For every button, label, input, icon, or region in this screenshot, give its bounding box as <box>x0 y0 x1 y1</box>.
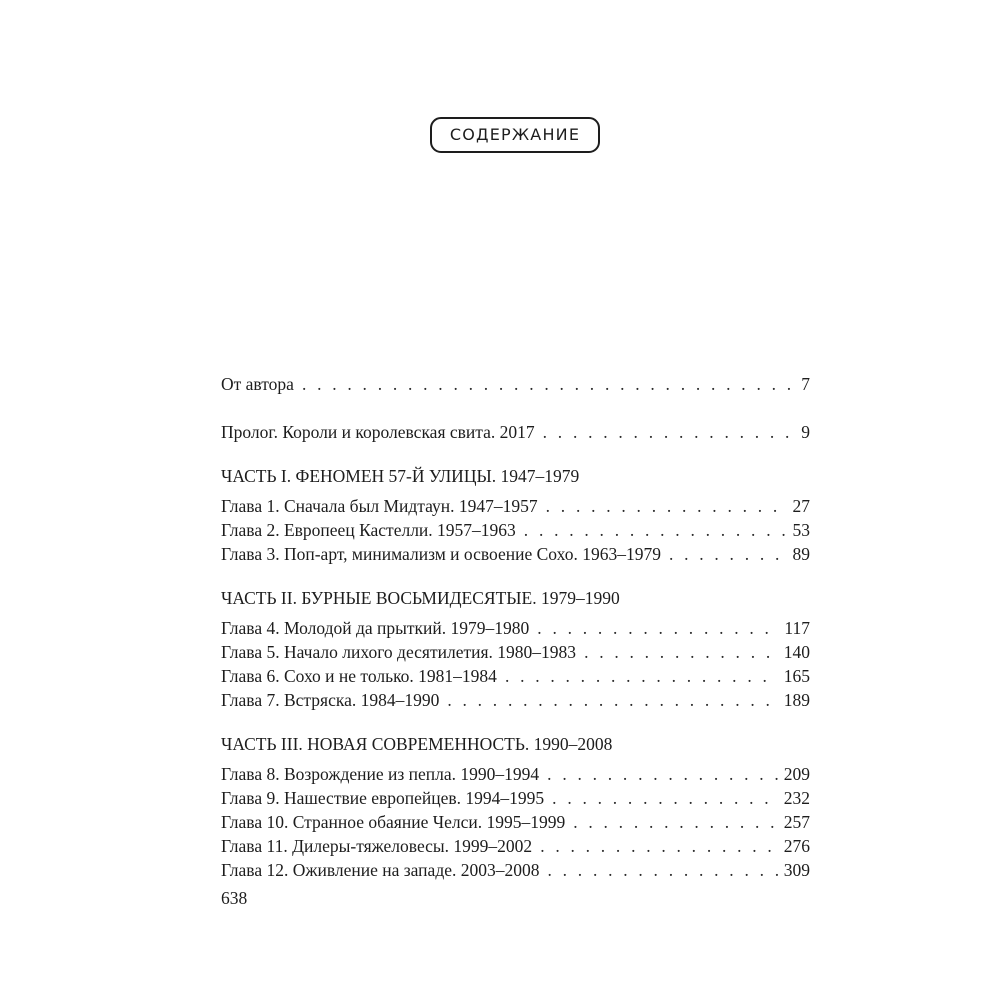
toc-entry-chapter-7[interactable] <box>221 688 810 712</box>
toc-entry-title: Глава 2. Европеец Кастелли. 1957–1963 <box>221 520 516 540</box>
toc-entry-page: 117 <box>784 618 810 638</box>
dot-leader <box>669 542 787 566</box>
toc-entry-chapter-11[interactable] <box>221 834 810 858</box>
dot-leader <box>546 494 787 518</box>
toc-entry-chapter-8[interactable] <box>221 762 810 786</box>
toc-entry-title: Глава 8. Возрождение из пепла. 1990–1994 <box>221 764 540 784</box>
dot-leader <box>584 640 778 664</box>
dot-leader <box>547 762 778 786</box>
part-3-title: ЧАСТЬ III. НОВАЯ СОВРЕМЕННОСТЬ. 1990–2008 <box>221 734 613 754</box>
toc-entry-page: 89 <box>792 544 810 564</box>
toc-entry-title: Глава 9. Нашествие европейцев. 1994–1995 <box>221 788 545 808</box>
toc-entry-title: Пролог. Короли и королевская свита. 2017 <box>221 422 535 442</box>
dot-leader <box>552 786 778 810</box>
toc-entry-title: Глава 6. Сохо и не только. 1981–1984 <box>221 666 497 686</box>
toc-entry-page: 276 <box>783 836 810 856</box>
toc-entry-title: Глава 10. Странное обаяние Челси. 1995–1999 <box>221 812 566 832</box>
toc-entry-chapter-3[interactable] <box>221 542 810 566</box>
toc-entry-chapter-6[interactable] <box>221 664 810 688</box>
part-1-title: ЧАСТЬ I. ФЕНОМЕН 57-Й УЛИЦЫ. 1947–1979 <box>221 466 580 486</box>
toc-entry-title: Глава 3. Поп-арт, минимализм и освоение Сохо. 1963–1979 <box>221 544 661 564</box>
toc-entry-page: 7 <box>801 374 810 394</box>
toc-entry-title: Глава 5. Начало лихого десятилетия. 1980–1983 <box>221 642 577 662</box>
dot-leader <box>540 834 778 858</box>
toc-entry-chapter-5[interactable] <box>221 640 810 664</box>
table-of-contents <box>221 372 810 882</box>
dot-leader <box>505 664 778 688</box>
part-2-title: ЧАСТЬ II. БУРНЫЕ ВОСЬМИДЕСЯТЫЕ. 1979–1990 <box>221 588 620 608</box>
toc-entry-page: 257 <box>783 812 810 832</box>
toc-entry-chapter-9[interactable] <box>221 786 810 810</box>
toc-entry-title: Глава 12. Оживление на западе. 2003–2008 <box>221 860 540 880</box>
toc-entry-chapter-1[interactable] <box>221 494 810 518</box>
toc-entry-page: 189 <box>783 690 810 710</box>
toc-entry-title: Глава 7. Встряска. 1984–1990 <box>221 690 440 710</box>
contents-heading-box <box>430 117 600 153</box>
dot-leader <box>543 420 796 444</box>
dot-leader <box>302 372 795 396</box>
toc-entry-page: 209 <box>783 764 810 784</box>
toc-entry-chapter-12[interactable] <box>221 858 810 882</box>
toc-entry-page: 53 <box>792 520 810 540</box>
toc-entry-page: 27 <box>792 496 810 516</box>
contents-heading: СОДЕРЖАНИЕ <box>449 125 581 144</box>
dot-leader <box>573 810 778 834</box>
toc-entry-title: От автора <box>221 374 294 394</box>
dot-leader <box>548 858 778 882</box>
toc-entry-title: Глава 1. Сначала был Мидтаун. 1947–1957 <box>221 496 538 516</box>
dot-leader <box>524 518 787 542</box>
toc-entry-title: Глава 11. Дилеры-тяжеловесы. 1999–2002 <box>221 836 533 856</box>
dot-leader <box>537 616 778 640</box>
toc-entry-page: 140 <box>783 642 810 662</box>
toc-entry-page: 232 <box>783 788 810 808</box>
toc-entry-chapter-10[interactable] <box>221 810 810 834</box>
toc-entry-page: 9 <box>801 422 810 442</box>
page-number: 638 <box>221 888 248 908</box>
toc-entry-page: 309 <box>783 860 810 880</box>
toc-entry-prologue[interactable] <box>221 420 810 444</box>
toc-entry-chapter-4[interactable] <box>221 616 810 640</box>
dot-leader <box>447 688 777 712</box>
toc-entry-author-note[interactable] <box>221 372 810 396</box>
toc-entry-title: Глава 4. Молодой да прыткий. 1979–1980 <box>221 618 530 638</box>
toc-entry-page: 165 <box>783 666 810 686</box>
toc-entry-chapter-2[interactable] <box>221 518 810 542</box>
